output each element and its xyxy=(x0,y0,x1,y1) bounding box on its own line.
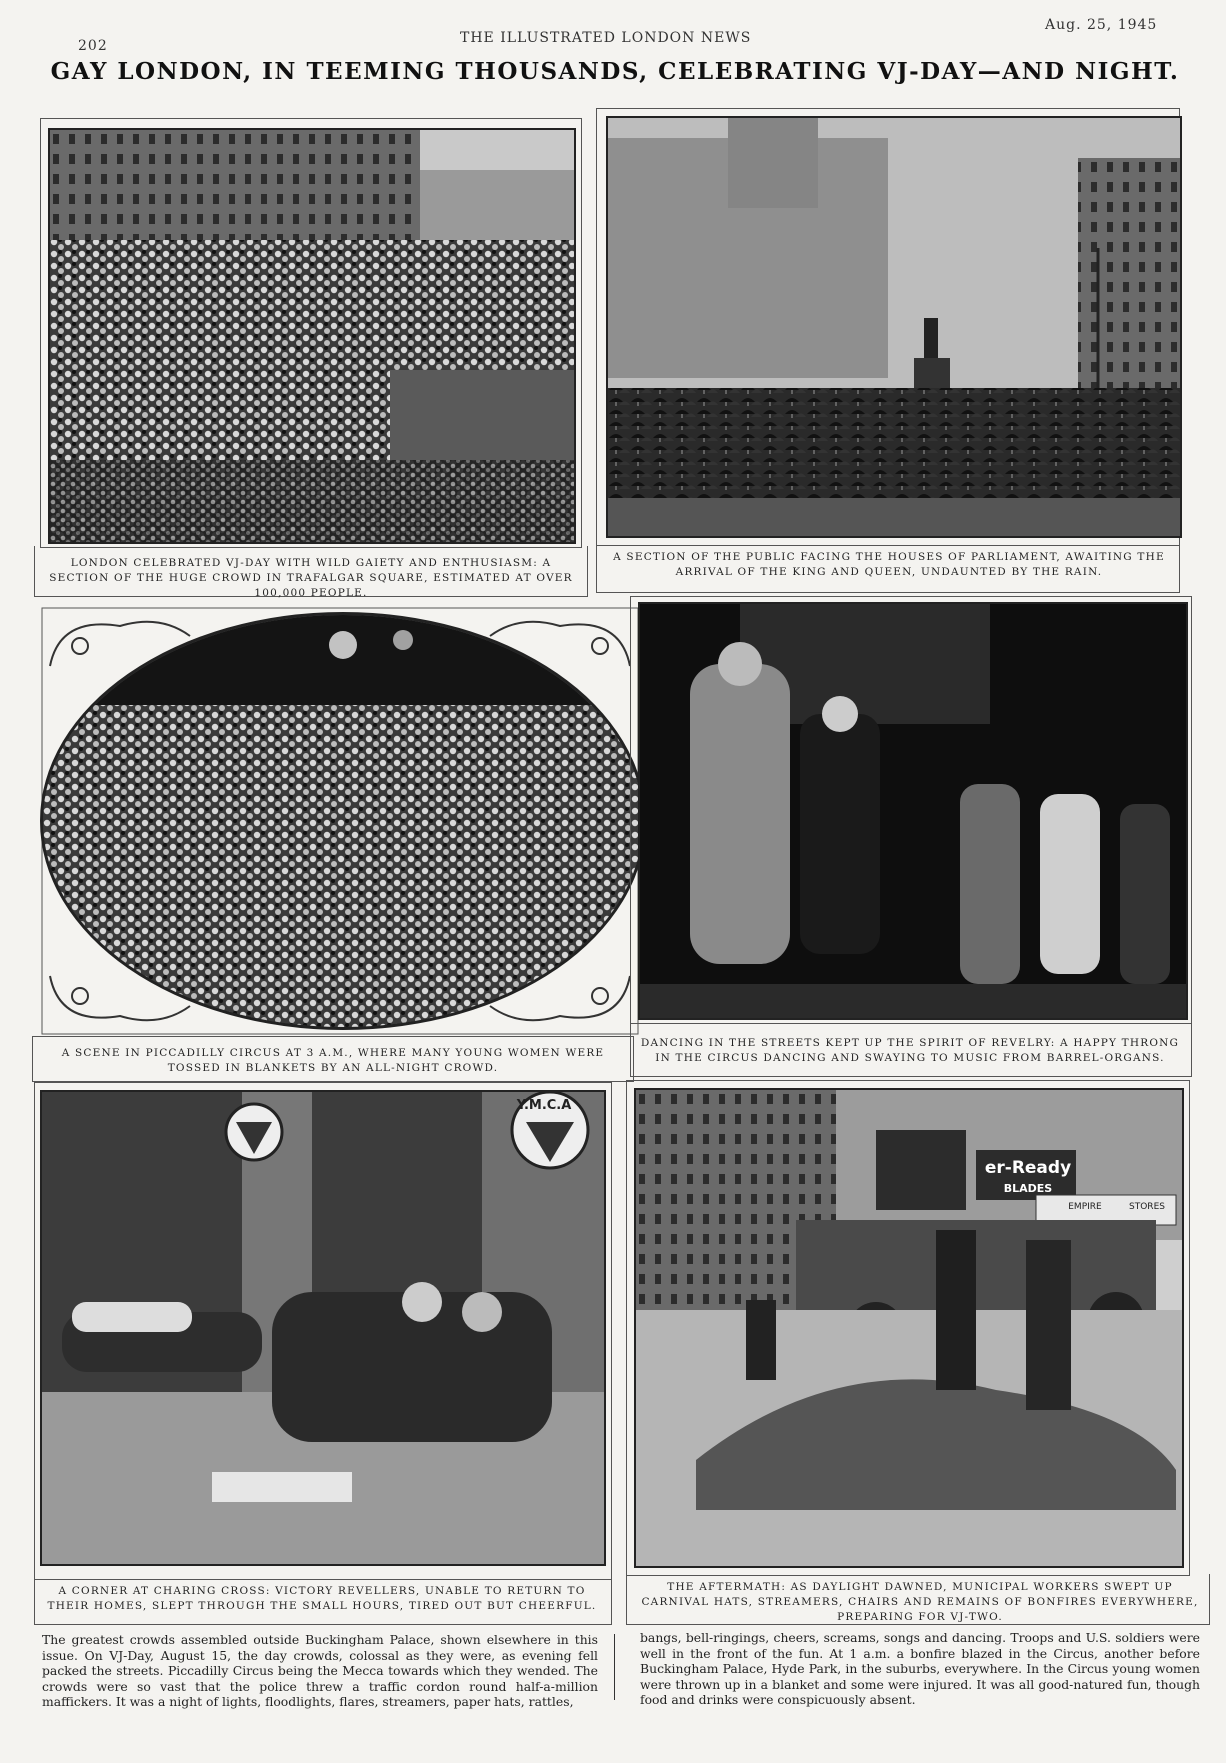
article-text-left: The greatest crowds assembled outside Buckingham Palace, shown elsewhere in this issue. On VJ-Day, August 15, the day crowds, colossal as they were, as evening fell packed the streets. Piccadilly Circus being the Mecca towards which they wended. The crowds were so vast that the police threw a traffic cordon round half-a-million maffickers. It was a night of lights, floodlights, flares, streamers, paper hats, rattles, xyxy=(42,1632,598,1709)
photo-aftermath-sweeping xyxy=(634,1088,1184,1568)
sleepers-illustration xyxy=(42,1092,604,1564)
photo-caption-2: A SECTION OF THE PUBLIC FACING THE HOUSES OF PARLIAMENT, AWAITING THE ARRIVAL OF THE KING AND QUEEN, UNDAUNTED BY THE RAIN. xyxy=(613,551,1165,578)
night-crowd-illustration xyxy=(43,615,643,1027)
photo-caption-5: A CORNER AT CHARING CROSS: VICTORY REVELLERS, UNABLE TO RETURN TO THEIR HOMES, SLEPT THROUGH THE SMALL HOURS, TIRED OUT BUT CHEERFUL. xyxy=(47,1585,597,1612)
publication-name: THE ILLUSTRATED LONDON NEWS xyxy=(460,30,752,46)
photo-trafalgar-square xyxy=(48,128,576,544)
shop-sign-stores: STORES xyxy=(1129,1202,1165,1212)
photo-charing-cross-sleepers xyxy=(40,1090,606,1566)
crowd-illustration xyxy=(50,130,574,542)
rain-crowd-illustration xyxy=(608,118,1180,536)
dancing-illustration xyxy=(640,604,1186,1018)
shop-sign-blades: BLADES xyxy=(1003,1182,1053,1195)
aftermath-illustration xyxy=(636,1090,1182,1566)
shop-sign-empire: EMPIRE xyxy=(1068,1202,1102,1212)
photo-caption-1: LONDON CELEBRATED VJ-DAY WITH WILD GAIETY AND ENTHUSIASM: A SECTION OF THE HUGE CROWD IN TRAFALGAR SQUARE, ESTIMATED AT OVER 100,000 PEOPLE. xyxy=(49,557,573,599)
column-divider xyxy=(614,1634,615,1700)
photo-houses-of-parliament xyxy=(606,116,1182,538)
photo-caption-6: THE AFTERMATH: AS DAYLIGHT DAWNED, MUNICIPAL WORKERS SWEPT UP CARNIVAL HATS, STREAMERS, CHAIRS AND REMAINS OF BONFIRES EVERYWHERE, PREPARING FOR VJ-TWO. xyxy=(641,1581,1199,1623)
issue-date: Aug. 25, 1945 xyxy=(1045,17,1158,33)
page-number: 202 xyxy=(78,38,108,54)
photo-caption-3: A SCENE IN PICCADILLY CIRCUS AT 3 A.M., WHERE MANY YOUNG WOMEN WERE TOSSED IN BLANKETS BY AN ALL-NIGHT CROWD. xyxy=(61,1047,605,1074)
ymca-sign: Y.M.C.A xyxy=(516,1098,572,1113)
photo-piccadilly-circus-night xyxy=(40,612,646,1030)
article-text-right: bangs, bell-ringings, cheers, screams, songs and dancing. Troops and U.S. soldiers were well in the front of the fun. At 1 a.m. a bonfire blazed in the Circus, another before Buckingham Palace, Hyde Park, in the suburbs, everywhere. In the Circus young women were thrown up in a blanket and some were injured. It was all good-natured fun, though food and drinks were conspicuously absent. xyxy=(640,1630,1200,1707)
photo-caption-4: DANCING IN THE STREETS KEPT UP THE SPIRIT OF REVELRY: A HAPPY THRONG IN THE CIRCUS DANCING AND SWAYING TO MUSIC FROM BARREL-ORGANS. xyxy=(640,1037,1180,1064)
shop-sign-brand: er-Ready xyxy=(984,1158,1072,1178)
photo-dancing-in-streets xyxy=(638,602,1188,1020)
headline: GAY LONDON, IN TEEMING THOUSANDS, CELEBRATING VJ-DAY—AND NIGHT. xyxy=(50,58,1180,85)
